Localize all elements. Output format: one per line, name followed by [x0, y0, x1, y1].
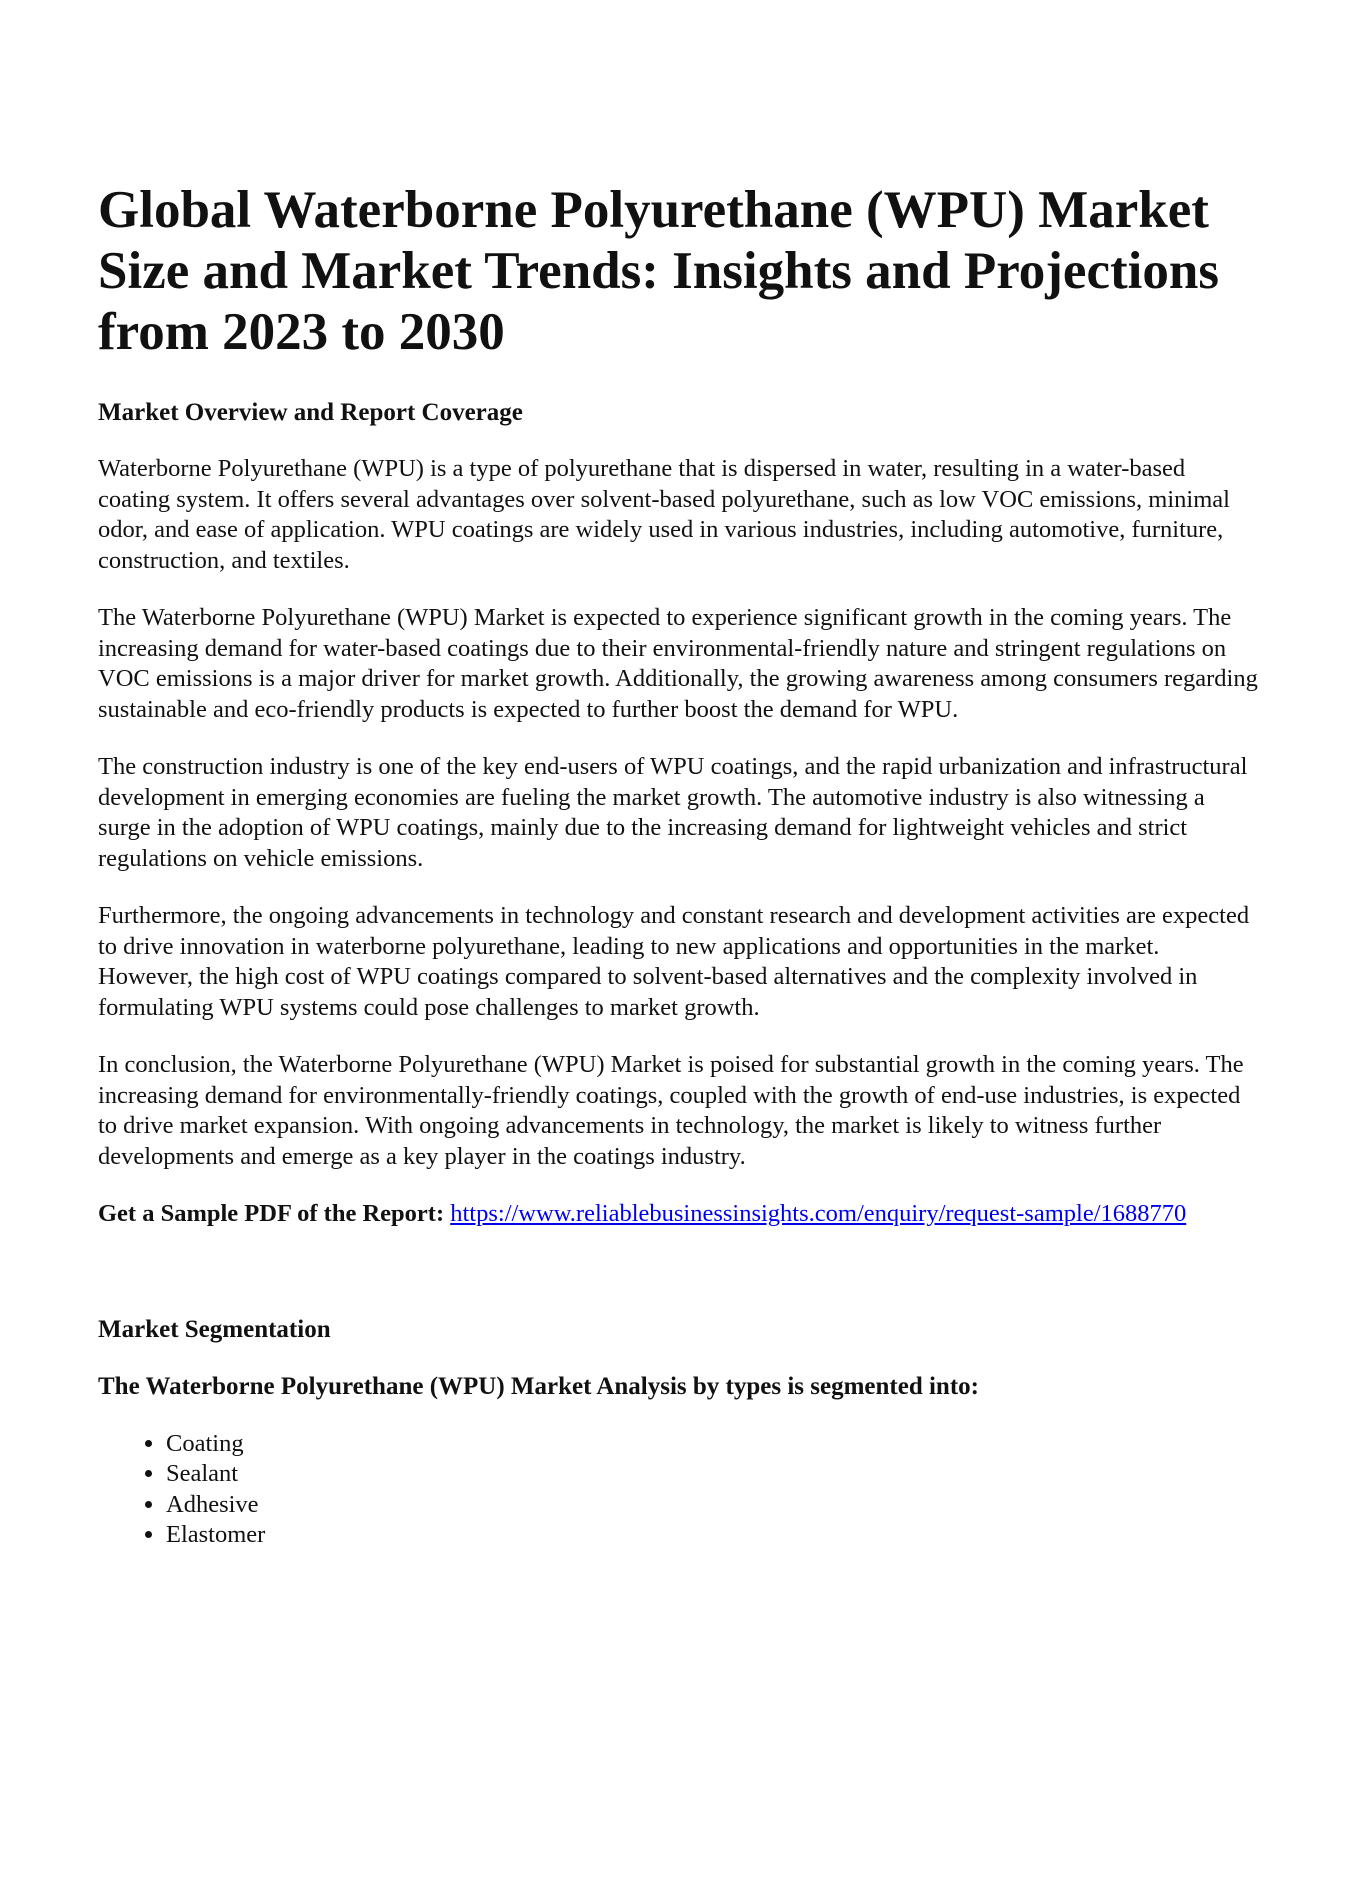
types-list — [98, 1429, 1258, 1551]
document-page — [98, 180, 1258, 1551]
sample-pdf-link[interactable]: https://www.reliablebusinessinsights.com/enquiry/request-sample/1688770 — [450, 1200, 1187, 1227]
list-item: • Sealant — [166, 1459, 1258, 1490]
paragraph-construction: The construction industry is one of the key end-users of WPU coatings, and the rapid urbanization and infrastructural development in emerging economies are fueling the market growth. The automotive industry is also witnessing a surge in the adoption of WPU coatings, mainly due to the increasing demand for lightweight vehicles and strict regulations on vehicle emissions. — [98, 753, 1248, 872]
list-item: • Coating — [166, 1429, 1258, 1460]
sample-pdf-cta — [98, 1199, 1258, 1230]
paragraph-conclusion: In conclusion, the Waterborne Polyurethane (WPU) Market is poised for substantial growth in the coming years. The increasing demand for environmentally-friendly coatings, coupled with the growth of end-use industries, is expected to drive market expansion. With ongoing advancements in technology, the market is likely to witness further developments and emerge as a key player in the coatings industry. — [98, 1051, 1244, 1170]
segmentation-heading: Market Segmentation — [98, 1315, 331, 1343]
paragraph-technology: Furthermore, the ongoing advancements in technology and constant research and development activities are expected to drive innovation in waterborne polyurethane, leading to new applications and opportunities in the market. However, the high cost of WPU coatings compared to solvent-based alternatives and the complexity involved in formulating WPU systems could pose challenges to market growth. — [98, 902, 1250, 1021]
paragraph-growth: The Waterborne Polyurethane (WPU) Market is expected to experience significant growth in the coming years. The increasing demand for water-based coatings due to their environmental-friendly nature and stringent regulations on VOC emissions is a major driver for market growth. Additionally, the growing awareness among consumers regarding sustainable and eco-friendly products is expected to further boost the demand for WPU. — [98, 604, 1258, 723]
types-heading: The Waterborne Polyurethane (WPU) Market Analysis by types is segmented into: — [98, 1372, 979, 1400]
paragraph-intro: Waterborne Polyurethane (WPU) is a type of polyurethane that is dispersed in water, resulting in a water-based coating system. It offers several advantages over solvent-based polyurethane, such as low VOC emissions, minimal odor, and ease of application. WPU coatings are widely used in various industries, including automotive, furniture, construction, and textiles. — [98, 455, 1230, 574]
overview-heading: Market Overview and Report Coverage — [98, 399, 523, 426]
sample-pdf-label: Get a Sample PDF of the Report: — [98, 1200, 445, 1227]
list-item: • Adhesive — [166, 1490, 1258, 1521]
section-spacer — [98, 1230, 1258, 1314]
list-item: • Elastomer — [166, 1520, 1258, 1551]
page-title: Global Waterborne Polyurethane (WPU) Market Size and Market Trends: Insights and Projections from 2023 to 2030 — [98, 181, 1219, 361]
